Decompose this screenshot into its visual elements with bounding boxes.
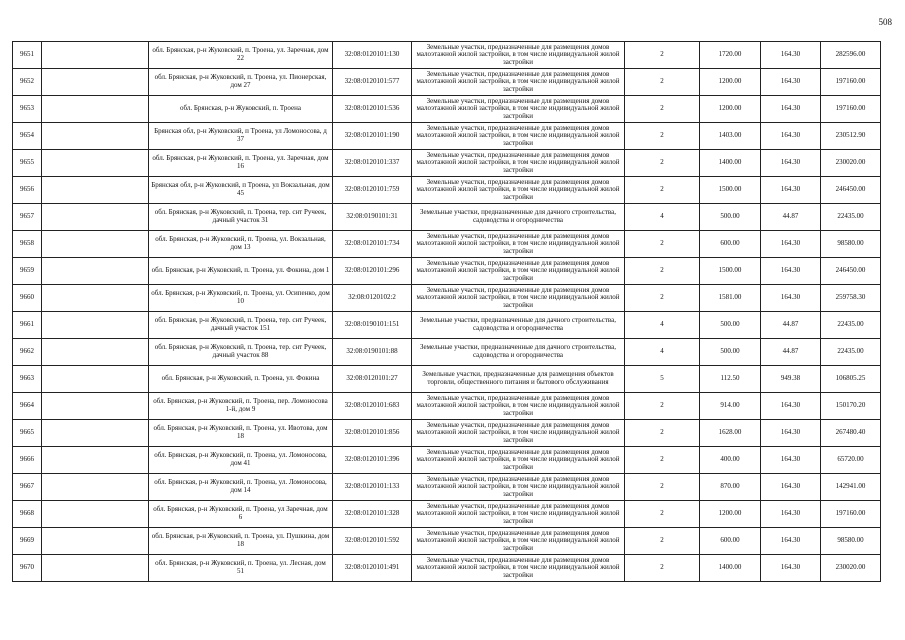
row-group: 2	[625, 420, 700, 447]
table-row	[13, 447, 881, 474]
row-area: 500.00	[700, 339, 761, 366]
row-address: обл. Брянская, р-н Жуковский, п. Троена, ул. Пушкина, дом 18	[149, 528, 333, 555]
row-address: обл. Брянская, р-н Жуковский, п. Троена, тер. снт Ручеек, дачный участок 88	[149, 339, 333, 366]
row-address: обл. Брянская, р-н Жуковский, п. Троена, ул. Вокзальная, дом 13	[149, 231, 333, 258]
row-rate: 164.30	[761, 474, 821, 501]
table-row	[13, 420, 881, 447]
row-rate: 164.30	[761, 285, 821, 312]
row-group: 2	[625, 447, 700, 474]
row-number: 9652	[13, 69, 42, 96]
row-blank	[42, 231, 149, 258]
row-land-use: Земельные участки, предназначенные для размещения домов малоэтажной жилой застройки, в том числе индивидуальной жилой застройки	[412, 69, 625, 96]
row-cadastral-number: 32:08:0120101:577	[333, 69, 412, 96]
row-number: 9666	[13, 447, 42, 474]
row-land-use: Земельные участки, предназначенные для размещения домов малоэтажной жилой застройки, в том числе индивидуальной жилой застройки	[412, 285, 625, 312]
row-group: 2	[625, 96, 700, 123]
row-land-use: Земельные участки, предназначенные для размещения домов малоэтажной жилой застройки, в том числе индивидуальной жилой застройки	[412, 501, 625, 528]
row-area: 1500.00	[700, 258, 761, 285]
row-blank	[42, 312, 149, 339]
row-area: 1400.00	[700, 150, 761, 177]
row-cadastral-value: 65720.00	[821, 447, 881, 474]
row-cadastral-number: 32:08:0120101:759	[333, 177, 412, 204]
row-cadastral-value: 197160.00	[821, 96, 881, 123]
row-cadastral-number: 32:08:0190101:88	[333, 339, 412, 366]
table-row	[13, 555, 881, 582]
row-cadastral-number: 32:08:0190101:151	[333, 312, 412, 339]
row-blank	[42, 555, 149, 582]
row-land-use: Земельные участки, предназначенные для размещения домов малоэтажной жилой застройки, в том числе индивидуальной жилой застройки	[412, 96, 625, 123]
row-cadastral-number: 32:08:0190101:31	[333, 204, 412, 231]
row-cadastral-number: 32:08:0120101:536	[333, 96, 412, 123]
row-land-use: Земельные участки, предназначенные для размещения домов малоэтажной жилой застройки, в том числе индивидуальной жилой застройки	[412, 393, 625, 420]
table-row	[13, 42, 881, 69]
row-area: 600.00	[700, 231, 761, 258]
row-group: 2	[625, 150, 700, 177]
row-rate: 164.30	[761, 69, 821, 96]
row-rate: 164.30	[761, 555, 821, 582]
row-land-use: Земельные участки, предназначенные для размещения домов малоэтажной жилой застройки, в том числе индивидуальной жилой застройки	[412, 447, 625, 474]
table-row	[13, 231, 881, 258]
row-address: обл. Брянская, р-н Жуковский, п. Троена, ул. Заречная, дом 22	[149, 42, 333, 69]
row-blank	[42, 447, 149, 474]
row-blank	[42, 69, 149, 96]
row-cadastral-number: 32:08:0120101:296	[333, 258, 412, 285]
row-land-use: Земельные участки, предназначенные для дачного строительства, садоводства и огородничества	[412, 204, 625, 231]
row-rate: 164.30	[761, 177, 821, 204]
row-land-use: Земельные участки, предназначенные для размещения домов малоэтажной жилой застройки, в том числе индивидуальной жилой застройки	[412, 420, 625, 447]
row-group: 2	[625, 501, 700, 528]
row-cadastral-value: 246450.00	[821, 258, 881, 285]
row-cadastral-number: 32:08:0120101:27	[333, 366, 412, 393]
table-row	[13, 366, 881, 393]
row-cadastral-value: 22435.00	[821, 339, 881, 366]
row-cadastral-number: 32:08:0120101:133	[333, 474, 412, 501]
row-number: 9655	[13, 150, 42, 177]
row-rate: 164.30	[761, 231, 821, 258]
row-area: 914.00	[700, 393, 761, 420]
row-address: Брянская обл, р-н Жуковский, п Троена, ул Ломоносова, д 37	[149, 123, 333, 150]
row-group: 2	[625, 393, 700, 420]
row-blank	[42, 285, 149, 312]
row-cadastral-number: 32:08:0120101:592	[333, 528, 412, 555]
row-number: 9660	[13, 285, 42, 312]
row-cadastral-value: 230020.00	[821, 150, 881, 177]
row-land-use: Земельные участки, предназначенные для размещения домов малоэтажной жилой застройки, в том числе индивидуальной жилой застройки	[412, 177, 625, 204]
row-number: 9662	[13, 339, 42, 366]
row-address: обл. Брянская, р-н Жуковский, п. Троена, ул. Осипенко, дом 10	[149, 285, 333, 312]
row-number: 9663	[13, 366, 42, 393]
row-group: 2	[625, 555, 700, 582]
row-group: 4	[625, 312, 700, 339]
row-rate: 164.30	[761, 447, 821, 474]
row-area: 112.50	[700, 366, 761, 393]
row-cadastral-number: 32:08:0120101:328	[333, 501, 412, 528]
row-land-use: Земельные участки, предназначенные для размещения домов малоэтажной жилой застройки, в том числе индивидуальной жилой застройки	[412, 123, 625, 150]
row-cadastral-value: 142941.00	[821, 474, 881, 501]
row-number: 9657	[13, 204, 42, 231]
row-land-use: Земельные участки, предназначенные для дачного строительства, садоводства и огородничества	[412, 339, 625, 366]
row-area: 500.00	[700, 312, 761, 339]
row-rate: 164.30	[761, 123, 821, 150]
row-address: обл. Брянская, р-н Жуковский, п. Троена, тер. снт Ручеек, дачный участок 31	[149, 204, 333, 231]
row-area: 400.00	[700, 447, 761, 474]
row-group: 2	[625, 69, 700, 96]
row-area: 1200.00	[700, 96, 761, 123]
row-address: обл. Брянская, р-н Жуковский, п. Троена, ул Заречная, дом 6	[149, 501, 333, 528]
row-group: 2	[625, 123, 700, 150]
row-group: 2	[625, 474, 700, 501]
table-row	[13, 339, 881, 366]
row-area: 1720.00	[700, 42, 761, 69]
row-blank	[42, 501, 149, 528]
table-row	[13, 204, 881, 231]
table-row	[13, 528, 881, 555]
row-rate: 164.30	[761, 393, 821, 420]
row-rate: 164.30	[761, 258, 821, 285]
row-number: 9665	[13, 420, 42, 447]
row-group: 2	[625, 528, 700, 555]
row-blank	[42, 393, 149, 420]
row-number: 9654	[13, 123, 42, 150]
table-row	[13, 474, 881, 501]
table-row	[13, 393, 881, 420]
row-rate: 164.30	[761, 42, 821, 69]
row-cadastral-number: 32:08:0120101:190	[333, 123, 412, 150]
row-area: 600.00	[700, 528, 761, 555]
row-address: обл. Брянская, р-н Жуковский, п. Троена	[149, 96, 333, 123]
row-land-use: Земельные участки, предназначенные для размещения домов малоэтажной жилой застройки, в том числе индивидуальной жилой застройки	[412, 258, 625, 285]
row-rate: 949.38	[761, 366, 821, 393]
row-blank	[42, 339, 149, 366]
row-land-use: Земельные участки, предназначенные для размещения домов малоэтажной жилой застройки, в том числе индивидуальной жилой застройки	[412, 528, 625, 555]
row-blank	[42, 474, 149, 501]
table-row	[13, 285, 881, 312]
row-cadastral-number: 32:08:0120101:130	[333, 42, 412, 69]
row-cadastral-value: 230512.90	[821, 123, 881, 150]
row-area: 1581.00	[700, 285, 761, 312]
table-row	[13, 312, 881, 339]
row-cadastral-value: 106805.25	[821, 366, 881, 393]
row-blank	[42, 177, 149, 204]
row-rate: 44.87	[761, 339, 821, 366]
row-land-use: Земельные участки, предназначенные для дачного строительства, садоводства и огородничества	[412, 312, 625, 339]
row-blank	[42, 96, 149, 123]
row-address: обл. Брянская, р-н Жуковский, п. Троена, ул. Пионерская, дом 27	[149, 69, 333, 96]
row-group: 2	[625, 177, 700, 204]
row-rate: 164.30	[761, 501, 821, 528]
row-address: обл. Брянская, р-н Жуковский, п. Троена, ул. Фокина	[149, 366, 333, 393]
row-cadastral-number: 32:08:0120101:683	[333, 393, 412, 420]
row-area: 500.00	[700, 204, 761, 231]
cadastral-value-table	[12, 41, 881, 582]
row-number: 9667	[13, 474, 42, 501]
row-number: 9670	[13, 555, 42, 582]
row-land-use: Земельные участки, предназначенные для размещения домов малоэтажной жилой застройки, в том числе индивидуальной жилой застройки	[412, 150, 625, 177]
row-cadastral-number: 32:08:0120101:396	[333, 447, 412, 474]
row-address: Брянская обл, р-н Жуковский, п Троена, ул Вокзальная, дом 45	[149, 177, 333, 204]
table-row	[13, 177, 881, 204]
row-number: 9659	[13, 258, 42, 285]
row-area: 1200.00	[700, 501, 761, 528]
table-row	[13, 96, 881, 123]
row-group: 2	[625, 231, 700, 258]
row-cadastral-value: 98580.00	[821, 528, 881, 555]
row-cadastral-number: 32:08:0120101:734	[333, 231, 412, 258]
row-address: обл. Брянская, р-н Жуковский, п. Троена, ул. Ломоносова, дом 41	[149, 447, 333, 474]
table-row	[13, 69, 881, 96]
row-address: обл. Брянская, р-н Жуковский, п. Троена, ул. Фокина, дом 1	[149, 258, 333, 285]
row-blank	[42, 420, 149, 447]
table-row	[13, 123, 881, 150]
row-number: 9661	[13, 312, 42, 339]
row-address: обл. Брянская, р-н Жуковский, п. Троена, ул. Ломоносова, дом 14	[149, 474, 333, 501]
row-cadastral-value: 197160.00	[821, 501, 881, 528]
row-cadastral-value: 22435.00	[821, 312, 881, 339]
row-group: 4	[625, 204, 700, 231]
row-rate: 164.30	[761, 150, 821, 177]
row-cadastral-number: 32:08:0120101:856	[333, 420, 412, 447]
row-area: 870.00	[700, 474, 761, 501]
row-cadastral-value: 22435.00	[821, 204, 881, 231]
table-row	[13, 501, 881, 528]
page-number: 508	[878, 17, 892, 27]
row-blank	[42, 528, 149, 555]
row-land-use: Земельные участки, предназначенные для размещения объектов торговли, общественного питания и бытового обслуживания	[412, 366, 625, 393]
row-area: 1403.00	[700, 123, 761, 150]
row-rate: 164.30	[761, 96, 821, 123]
row-number: 9656	[13, 177, 42, 204]
row-rate: 44.87	[761, 312, 821, 339]
row-group: 4	[625, 339, 700, 366]
row-blank	[42, 42, 149, 69]
row-cadastral-value: 282596.00	[821, 42, 881, 69]
row-group: 2	[625, 42, 700, 69]
row-cadastral-number: 32:08:0120102:2	[333, 285, 412, 312]
row-number: 9668	[13, 501, 42, 528]
row-blank	[42, 123, 149, 150]
row-cadastral-number: 32:08:0120101:337	[333, 150, 412, 177]
row-number: 9653	[13, 96, 42, 123]
row-area: 1500.00	[700, 177, 761, 204]
row-cadastral-value: 98580.00	[821, 231, 881, 258]
row-address: обл. Брянская, р-н Жуковский, п. Троена, пер. Ломоносова 1-й, дом 9	[149, 393, 333, 420]
row-number: 9669	[13, 528, 42, 555]
table-body	[13, 42, 881, 582]
row-land-use: Земельные участки, предназначенные для размещения домов малоэтажной жилой застройки, в том числе индивидуальной жилой застройки	[412, 474, 625, 501]
row-group: 2	[625, 258, 700, 285]
row-land-use: Земельные участки, предназначенные для размещения домов малоэтажной жилой застройки, в том числе индивидуальной жилой застройки	[412, 555, 625, 582]
row-area: 1200.00	[700, 69, 761, 96]
row-address: обл. Брянская, р-н Жуковский, п. Троена, ул. Лесная, дом 51	[149, 555, 333, 582]
row-blank	[42, 150, 149, 177]
row-number: 9651	[13, 42, 42, 69]
row-number: 9664	[13, 393, 42, 420]
row-area: 1400.00	[700, 555, 761, 582]
row-area: 1628.00	[700, 420, 761, 447]
row-cadastral-value: 197160.00	[821, 69, 881, 96]
table-row	[13, 150, 881, 177]
row-number: 9658	[13, 231, 42, 258]
row-cadastral-value: 259758.30	[821, 285, 881, 312]
row-rate: 44.87	[761, 204, 821, 231]
row-blank	[42, 366, 149, 393]
row-rate: 164.30	[761, 420, 821, 447]
row-cadastral-number: 32:08:0120101:491	[333, 555, 412, 582]
row-land-use: Земельные участки, предназначенные для размещения домов малоэтажной жилой застройки, в том числе индивидуальной жилой застройки	[412, 42, 625, 69]
row-group: 5	[625, 366, 700, 393]
row-land-use: Земельные участки, предназначенные для размещения домов малоэтажной жилой застройки, в том числе индивидуальной жилой застройки	[412, 231, 625, 258]
row-group: 2	[625, 285, 700, 312]
table-row	[13, 258, 881, 285]
row-rate: 164.30	[761, 528, 821, 555]
row-cadastral-value: 150170.20	[821, 393, 881, 420]
row-blank	[42, 258, 149, 285]
row-address: обл. Брянская, р-н Жуковский, п. Троена, ул. Заречная, дом 16	[149, 150, 333, 177]
row-cadastral-value: 246450.00	[821, 177, 881, 204]
row-address: обл. Брянская, р-н Жуковский, п. Троена, тер. снт Ручеек, дачный участок 151	[149, 312, 333, 339]
row-address: обл. Брянская, р-н Жуковский, п. Троена, ул. Ивотова, дом 18	[149, 420, 333, 447]
row-cadastral-value: 230020.00	[821, 555, 881, 582]
row-cadastral-value: 267480.40	[821, 420, 881, 447]
row-blank	[42, 204, 149, 231]
